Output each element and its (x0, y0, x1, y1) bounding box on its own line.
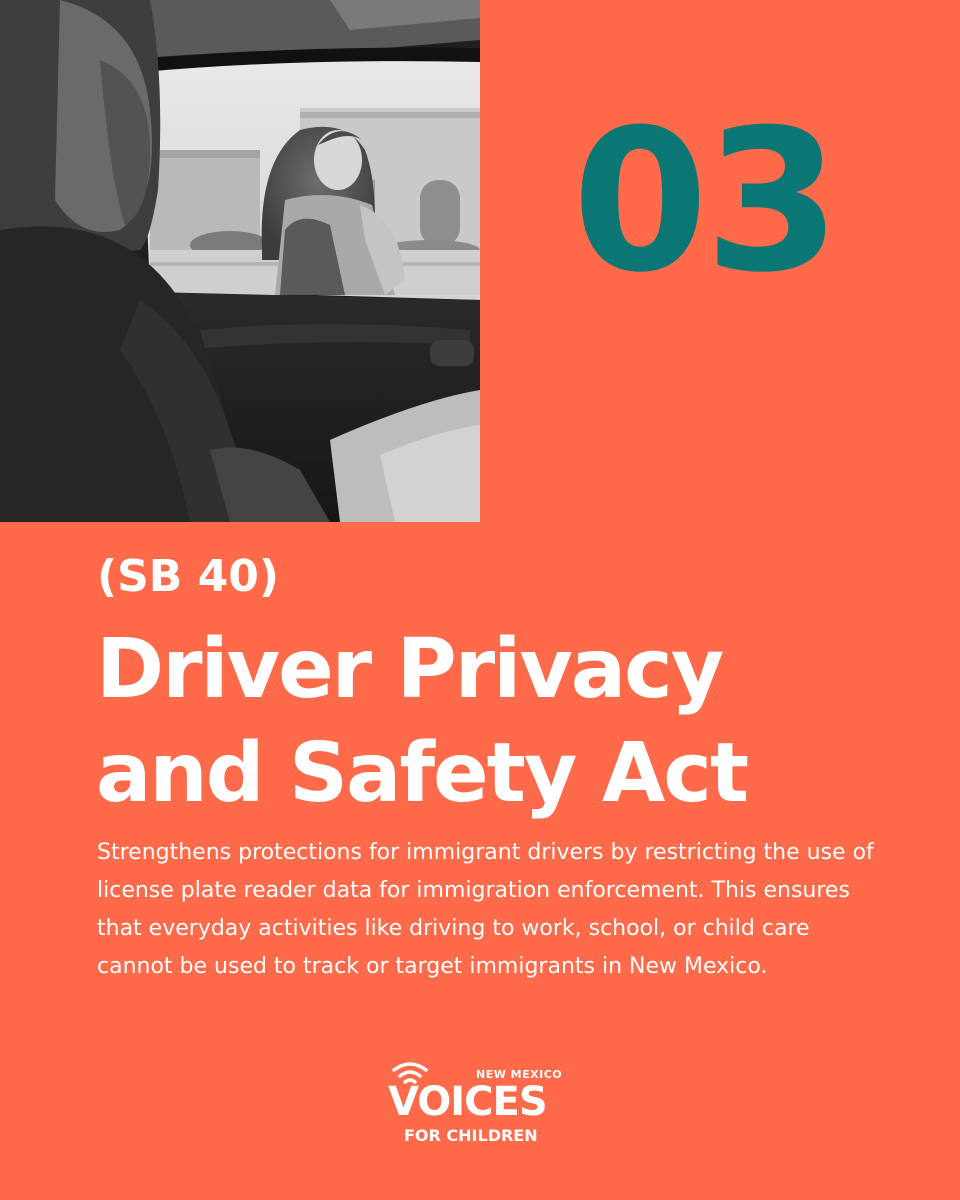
logo-new-mexico: NEW MEXICO (476, 1068, 563, 1081)
voices-for-children-logo (388, 1060, 578, 1150)
hero-photo (0, 0, 480, 522)
act-title-line-2: and Safety Act (96, 726, 748, 821)
act-description: Strengthens protections for immigrant drivers by restricting the use of license plate reader data for immigration enforcement. This ensures that everyday activities like driving to work, school, or child care cannot be used to track or target immigrants in New Mexico. (97, 840, 874, 979)
act-title-line-1: Driver Privacy (96, 622, 723, 717)
logo-voices: VOICES (388, 1079, 547, 1125)
logo-for-children: FOR CHILDREN (404, 1126, 538, 1145)
slide-number: 03 (572, 88, 837, 316)
bill-number: (SB 40) (97, 551, 279, 602)
car-window-photo (0, 0, 480, 522)
act-title (96, 618, 936, 826)
